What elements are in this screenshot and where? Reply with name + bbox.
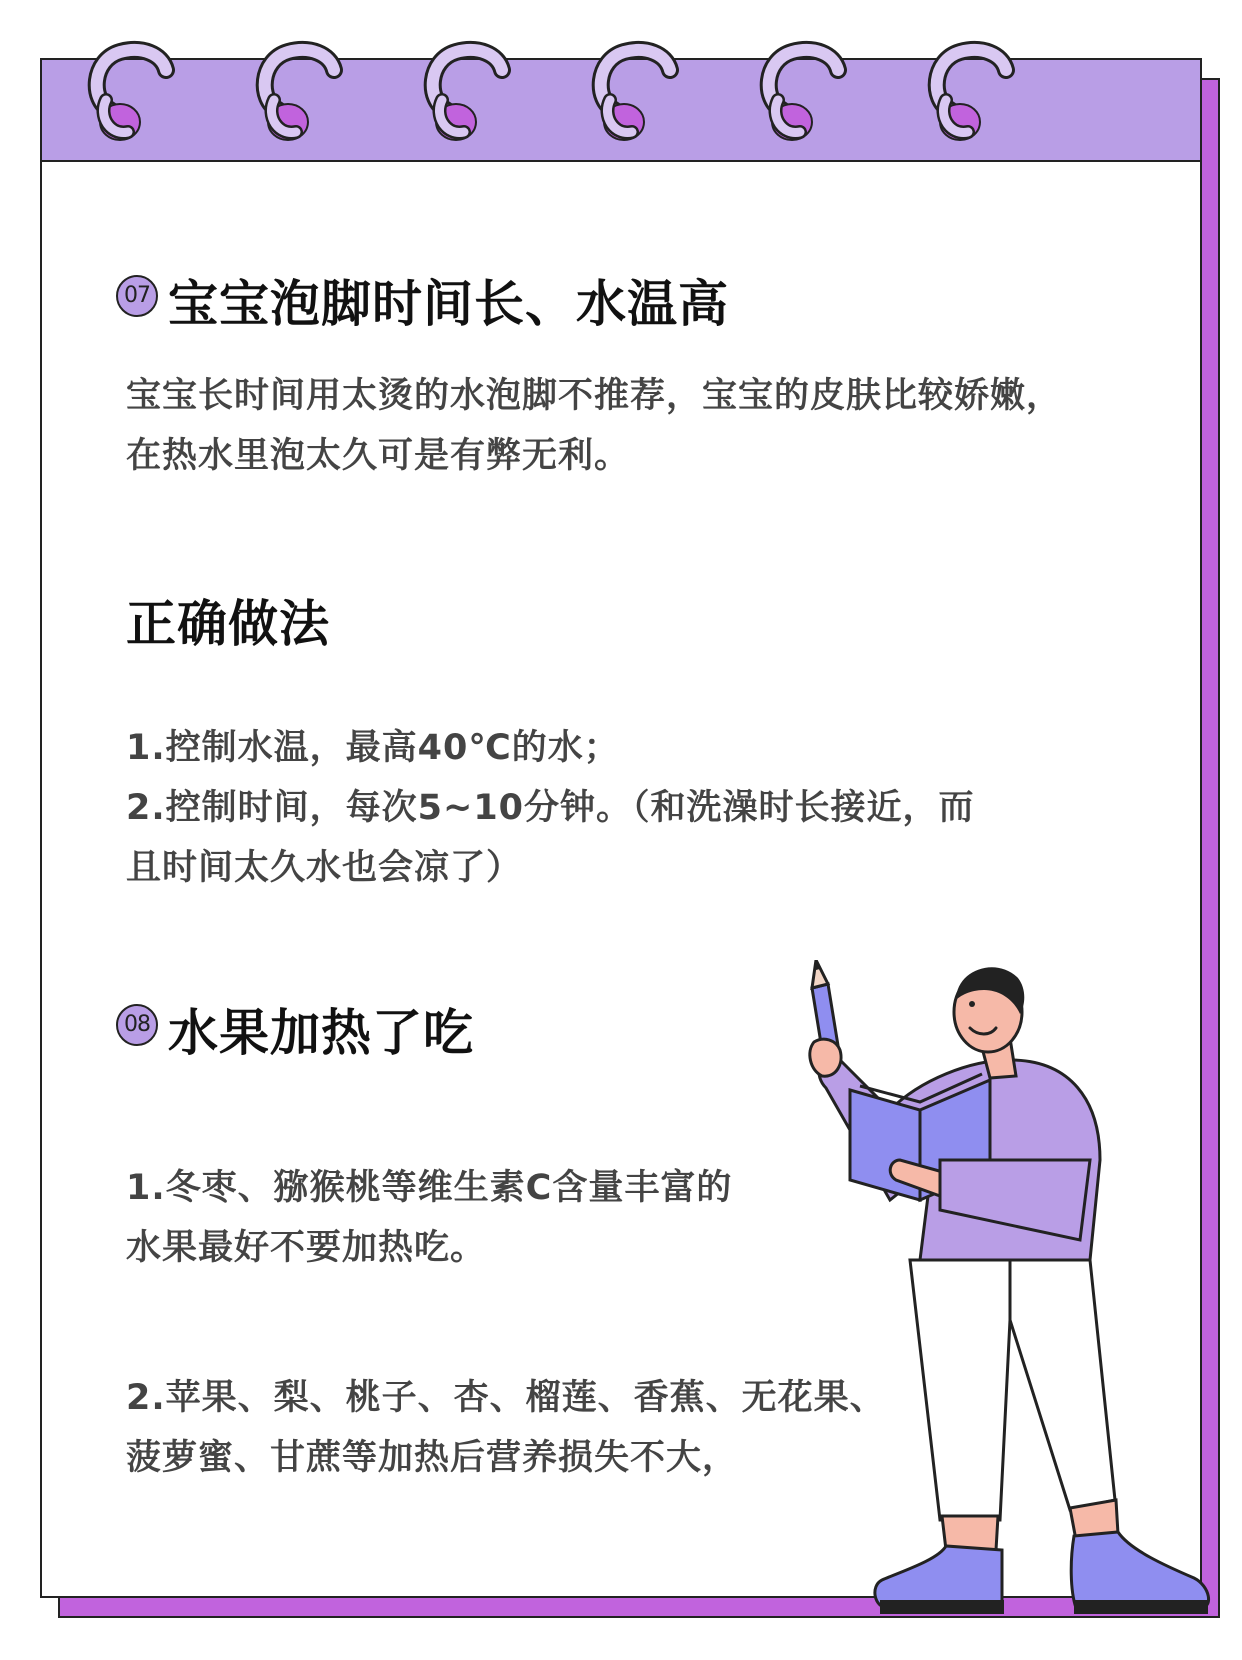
spiral-ring-icon: [248, 40, 348, 160]
section-title: 宝宝泡脚时间长、水温高: [168, 275, 729, 333]
method-line: 且时间太久水也会凉了）: [126, 848, 523, 888]
point-line: 1.冬枣、猕猴桃等维生素C含量丰富的: [126, 1168, 733, 1208]
section-number-badge: 08: [116, 1004, 158, 1046]
description-line: 宝宝长时间用太烫的水泡脚不推荐，宝宝的皮肤比较娇嫩，: [126, 376, 1063, 416]
spiral-ring-icon: [920, 40, 1020, 160]
point-line: 水果最好不要加热吃。: [126, 1228, 487, 1268]
point-line: 2.苹果、梨、桃子、杏、榴莲、香蕉、无花果、: [126, 1378, 886, 1418]
sneaker-icon: [875, 1546, 1004, 1614]
section-number-badge: 07: [116, 275, 158, 317]
section-description: [126, 366, 1062, 486]
spiral-ring-icon: [80, 40, 180, 160]
sneaker-icon: [1071, 1532, 1208, 1614]
section-title: 水果加热了吃: [168, 1004, 474, 1062]
method-title: 正确做法: [126, 595, 330, 653]
fruit-point-1: [126, 1158, 732, 1278]
description-line: 在热水里泡太久可是有弊无利。: [126, 436, 631, 476]
method-list: [126, 718, 975, 898]
spiral-ring-icon: [416, 40, 516, 160]
spiral-ring-icon: [584, 40, 684, 160]
person-holding-book-illustration: [770, 960, 1240, 1650]
method-line: 1.控制水温，最高40℃的水；: [126, 728, 620, 768]
spiral-ring-icon: [752, 40, 852, 160]
point-line: 菠萝蜜、甘蔗等加热后营养损失不大，: [126, 1438, 739, 1478]
method-line: 2.控制时间，每次5~10分钟。（和洗澡时长接近，而: [126, 788, 975, 828]
